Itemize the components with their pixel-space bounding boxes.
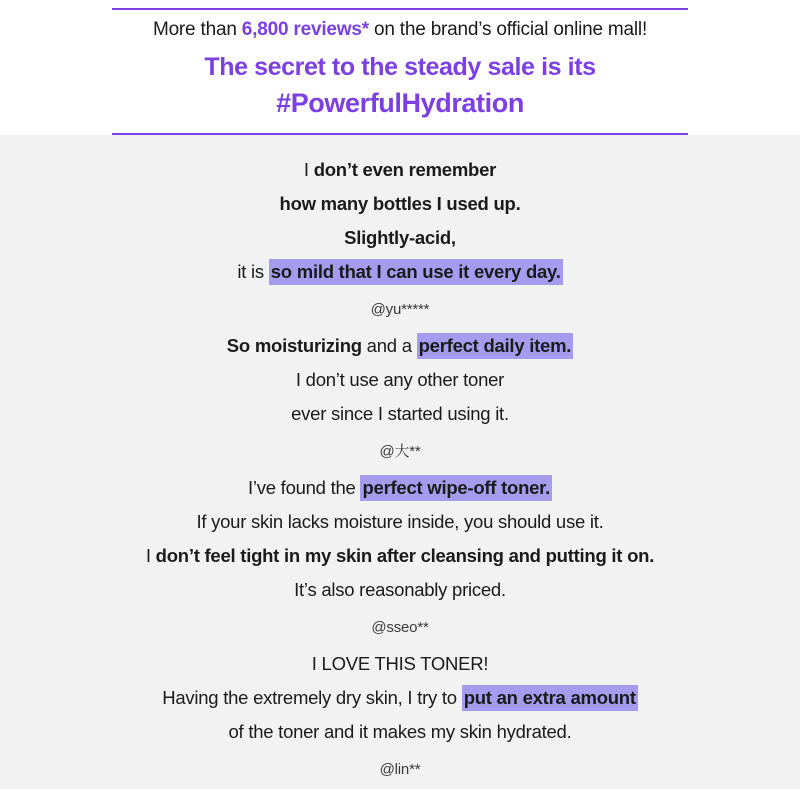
- header-divider-bottom: [112, 133, 688, 135]
- review-text-plain: ever since I started using it.: [291, 403, 509, 424]
- review-text-plain: of the toner and it makes my skin hydrated.: [228, 721, 572, 742]
- headline-reviews-count: [20, 16, 780, 44]
- review-text-highlighted: so mild that I can use it every day.: [269, 259, 563, 285]
- review-line: [60, 573, 740, 607]
- headline-prefix-text: More than: [152, 19, 242, 40]
- headline-hashtag: #PowerfulHydration: [276, 88, 524, 118]
- review-line: [60, 153, 740, 187]
- reviews-list: [0, 135, 800, 789]
- review-author: @大**: [379, 443, 421, 460]
- review-text-bold: don’t feel tight in my skin after cleansing and putting it on.: [155, 545, 655, 566]
- review-item: [60, 153, 740, 325]
- review-text-plain: it is: [237, 261, 269, 282]
- review-line: [60, 363, 740, 397]
- header-divider-top: [112, 8, 688, 10]
- review-text-plain: I: [145, 545, 156, 566]
- review-text-plain: I’ve found the: [248, 477, 361, 498]
- review-text-highlighted: perfect wipe-off toner.: [360, 475, 552, 501]
- review-text-plain: I don’t use any other toner: [295, 369, 505, 390]
- review-line: [60, 471, 740, 505]
- headline-suffix-text: on the brand’s official online mall!: [368, 19, 648, 40]
- review-author: @sseo**: [371, 619, 429, 636]
- review-line: [60, 187, 740, 221]
- review-line: [60, 221, 740, 255]
- review-text-bold: Slightly-acid,: [344, 227, 456, 248]
- review-line: [60, 647, 740, 681]
- review-line: [60, 715, 740, 749]
- promo-header: [0, 0, 800, 135]
- review-item: [60, 471, 740, 643]
- headline-secret: The secret to the steady sale is its: [204, 53, 596, 81]
- review-text-plain: If your skin lacks moisture inside, you should use it.: [196, 511, 604, 532]
- review-line: [60, 681, 740, 715]
- review-text-bold: how many bottles I used up.: [279, 193, 521, 214]
- review-line: [60, 397, 740, 431]
- review-author: @lin**: [379, 761, 421, 778]
- review-item: [60, 329, 740, 467]
- review-line: [60, 539, 740, 573]
- review-line: [60, 329, 740, 363]
- review-text-plain: Having the extremely dry skin, I try to: [162, 687, 462, 708]
- headline-review-count: 6,800 reviews*: [241, 19, 369, 40]
- review-text-plain: and a: [361, 335, 417, 356]
- review-item: [60, 647, 740, 785]
- review-line: [60, 255, 740, 289]
- review-author: @yu*****: [370, 301, 430, 318]
- review-text-highlighted: perfect daily item.: [417, 333, 574, 359]
- review-line: [60, 505, 740, 539]
- review-text-bold: don’t even remember: [313, 159, 497, 180]
- review-text-plain: I LOVE THIS TONER!: [311, 653, 489, 674]
- review-text-highlighted: put an extra amount: [462, 685, 638, 711]
- review-text-plain: I: [303, 159, 314, 180]
- review-text-plain: It’s also reasonably priced.: [294, 579, 506, 600]
- review-text-bold: So moisturizing: [226, 335, 362, 356]
